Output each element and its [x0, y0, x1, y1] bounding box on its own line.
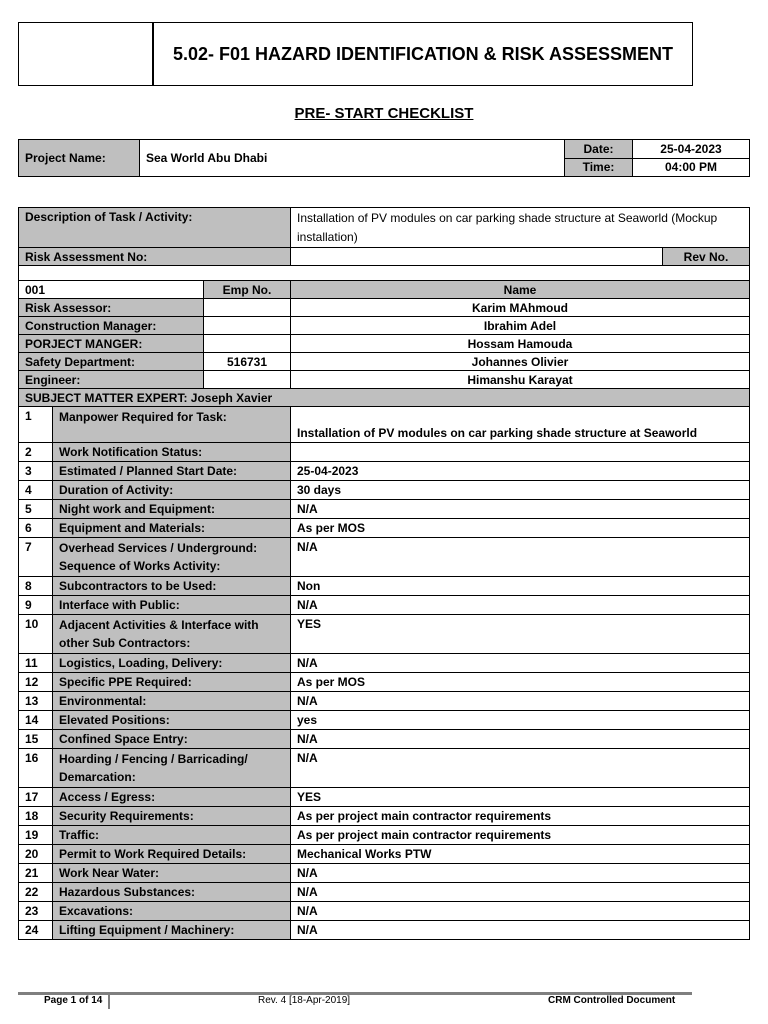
checklist-value: yes [291, 711, 750, 730]
checklist-number: 19 [19, 826, 53, 845]
personnel-row [19, 371, 750, 389]
checklist-number: 6 [19, 519, 53, 538]
checklist-item: Overhead Services / Underground: Sequence of Works Activity: [53, 538, 291, 577]
checklist-item: Specific PPE Required: [53, 673, 291, 692]
date-value: 25-04-2023 [633, 140, 750, 159]
checklist-value: Mechanical Works PTW [291, 845, 750, 864]
checklist-number: 23 [19, 902, 53, 921]
checklist-number: 3 [19, 462, 53, 481]
checklist-number: 1 [19, 407, 53, 443]
checklist-value: Installation of PV modules on car parking shade structure at Seaworld [291, 407, 750, 443]
checklist-number: 21 [19, 864, 53, 883]
personnel-id-header: 001 [19, 281, 204, 299]
subject-matter-expert: SUBJECT MATTER EXPERT: Joseph Xavier [19, 389, 750, 407]
document-header [18, 22, 693, 86]
checklist-item: Subcontractors to be Used: [53, 577, 291, 596]
checklist-row [19, 481, 750, 500]
personnel-role: PORJECT MANGER: [19, 335, 204, 353]
checklist-value: 25-04-2023 [291, 462, 750, 481]
checklist-item: Excavations: [53, 902, 291, 921]
checklist-number: 4 [19, 481, 53, 500]
checklist-item: Work Near Water: [53, 864, 291, 883]
checklist-value: N/A [291, 921, 750, 940]
project-table [18, 139, 750, 177]
checklist-item: Logistics, Loading, Delivery: [53, 654, 291, 673]
personnel-name: Ibrahim Adel [291, 317, 750, 335]
personnel-role: Safety Department: [19, 353, 204, 371]
project-row-date [19, 140, 750, 159]
time-label: Time: [565, 158, 633, 177]
checklist-item: Hazardous Substances: [53, 883, 291, 902]
spacer-cell [19, 266, 750, 281]
checklist-item: Night work and Equipment: [53, 500, 291, 519]
checklist-row [19, 864, 750, 883]
checklist-item: Access / Egress: [53, 788, 291, 807]
checklist-number: 16 [19, 749, 53, 788]
checklist-item: Environmental: [53, 692, 291, 711]
checklist-value: N/A [291, 883, 750, 902]
checklist-value: As per project main contractor requirements [291, 826, 750, 845]
checklist-item: Elevated Positions: [53, 711, 291, 730]
checklist-item: Equipment and Materials: [53, 519, 291, 538]
checklist-row [19, 500, 750, 519]
checklist-row [19, 407, 750, 443]
checklist-item: Adjacent Activities & Interface with other Sub Contractors: [53, 615, 291, 654]
checklist-item: Permit to Work Required Details: [53, 845, 291, 864]
task-description-row [19, 208, 750, 248]
checklist-item: Hoarding / Fencing / Barricading/ Demarcation: [53, 749, 291, 788]
checklist-row [19, 462, 750, 481]
checklist-value: As per project main contractor requirements [291, 807, 750, 826]
personnel-header-row [19, 281, 750, 299]
personnel-emp-no [204, 317, 291, 335]
personnel-emp-no [204, 371, 291, 389]
checklist-title-text: PRE- START CHECKLIST [294, 105, 474, 122]
footer-divider-tick [108, 995, 110, 1009]
checklist-number: 11 [19, 654, 53, 673]
checklist-title [0, 105, 768, 122]
checklist-number: 17 [19, 788, 53, 807]
checklist-value: N/A [291, 596, 750, 615]
checklist-value [291, 443, 750, 462]
rev-no-label: Rev No. [663, 248, 750, 266]
checklist-row [19, 443, 750, 462]
time-value: 04:00 PM [633, 158, 750, 177]
checklist-row [19, 519, 750, 538]
checklist-number: 18 [19, 807, 53, 826]
checklist-item: Lifting Equipment / Machinery: [53, 921, 291, 940]
checklist-item: Manpower Required for Task: [53, 407, 291, 443]
checklist-row [19, 673, 750, 692]
personnel-emp-no [204, 335, 291, 353]
risk-assessment-table [18, 207, 750, 940]
checklist-value: N/A [291, 730, 750, 749]
spacer-row [19, 266, 750, 281]
risk-assessment-no-row [19, 248, 750, 266]
checklist-number: 24 [19, 921, 53, 940]
name-header: Name [291, 281, 750, 299]
checklist-value: N/A [291, 749, 750, 788]
controlled-document-label: CRM Controlled Document [548, 995, 676, 1006]
checklist-value: N/A [291, 864, 750, 883]
checklist-number: 14 [19, 711, 53, 730]
project-name-value: Sea World Abu Dhabi [140, 140, 565, 177]
subject-matter-expert-row [19, 389, 750, 407]
checklist-value: N/A [291, 902, 750, 921]
checklist-row [19, 692, 750, 711]
checklist-number: 12 [19, 673, 53, 692]
checklist-value: N/A [291, 654, 750, 673]
personnel-row [19, 335, 750, 353]
checklist-item: Work Notification Status: [53, 443, 291, 462]
risk-assessment-body [19, 208, 750, 940]
checklist-number: 20 [19, 845, 53, 864]
task-description-label: Description of Task / Activity: [19, 208, 291, 248]
checklist-value: As per MOS [291, 673, 750, 692]
revision-info: Rev. 4 [18-Apr-2019] [258, 995, 351, 1006]
personnel-name: Hossam Hamouda [291, 335, 750, 353]
personnel-name: Himanshu Karayat [291, 371, 750, 389]
checklist-row [19, 711, 750, 730]
checklist-item: Interface with Public: [53, 596, 291, 615]
checklist-row [19, 577, 750, 596]
checklist-item: Traffic: [53, 826, 291, 845]
checklist-number: 5 [19, 500, 53, 519]
checklist-row [19, 788, 750, 807]
checklist-value: YES [291, 788, 750, 807]
checklist-number: 8 [19, 577, 53, 596]
checklist-row [19, 596, 750, 615]
logo-cell [19, 23, 154, 85]
personnel-row [19, 299, 750, 317]
personnel-role: Construction Manager: [19, 317, 204, 335]
checklist-row [19, 807, 750, 826]
checklist-row [19, 749, 750, 788]
checklist-row [19, 538, 750, 577]
document-title: 5.02- F01 HAZARD IDENTIFICATION & RISK ASSESSMENT [172, 43, 674, 64]
checklist-number: 22 [19, 883, 53, 902]
checklist-row [19, 883, 750, 902]
checklist-row [19, 615, 750, 654]
page-number: Page 1 of 14 [44, 995, 103, 1006]
checklist-row [19, 921, 750, 940]
checklist-number: 10 [19, 615, 53, 654]
checklist-number: 2 [19, 443, 53, 462]
personnel-emp-no [204, 299, 291, 317]
personnel-role: Engineer: [19, 371, 204, 389]
checklist-number: 13 [19, 692, 53, 711]
checklist-value: N/A [291, 692, 750, 711]
checklist-row [19, 826, 750, 845]
checklist-number: 9 [19, 596, 53, 615]
personnel-name: Karim MAhmoud [291, 299, 750, 317]
checklist-row [19, 730, 750, 749]
checklist-value: As per MOS [291, 519, 750, 538]
personnel-row [19, 317, 750, 335]
checklist-item: Confined Space Entry: [53, 730, 291, 749]
personnel-name: Johannes Olivier [291, 353, 750, 371]
risk-assessment-no-label: Risk Assessment No: [19, 248, 291, 266]
checklist-value: Non [291, 577, 750, 596]
personnel-emp-no: 516731 [204, 353, 291, 371]
checklist-item: Security Requirements: [53, 807, 291, 826]
checklist-number: 15 [19, 730, 53, 749]
checklist-item: Duration of Activity: [53, 481, 291, 500]
personnel-role: Risk Assessor: [19, 299, 204, 317]
checklist-row [19, 845, 750, 864]
emp-no-header: Emp No. [204, 281, 291, 299]
task-description-value: Installation of PV modules on car parking shade structure at Seaworld (Mockup installation) [291, 208, 750, 248]
personnel-row [19, 353, 750, 371]
checklist-value: 30 days [291, 481, 750, 500]
checklist-row [19, 902, 750, 921]
checklist-number: 7 [19, 538, 53, 577]
checklist-row [19, 654, 750, 673]
project-name-label: Project Name: [19, 140, 140, 177]
date-label: Date: [565, 140, 633, 159]
risk-assessment-no-value [291, 248, 663, 266]
checklist-value: YES [291, 615, 750, 654]
checklist-item: Estimated / Planned Start Date: [53, 462, 291, 481]
checklist-value: N/A [291, 538, 750, 577]
checklist-value: N/A [291, 500, 750, 519]
